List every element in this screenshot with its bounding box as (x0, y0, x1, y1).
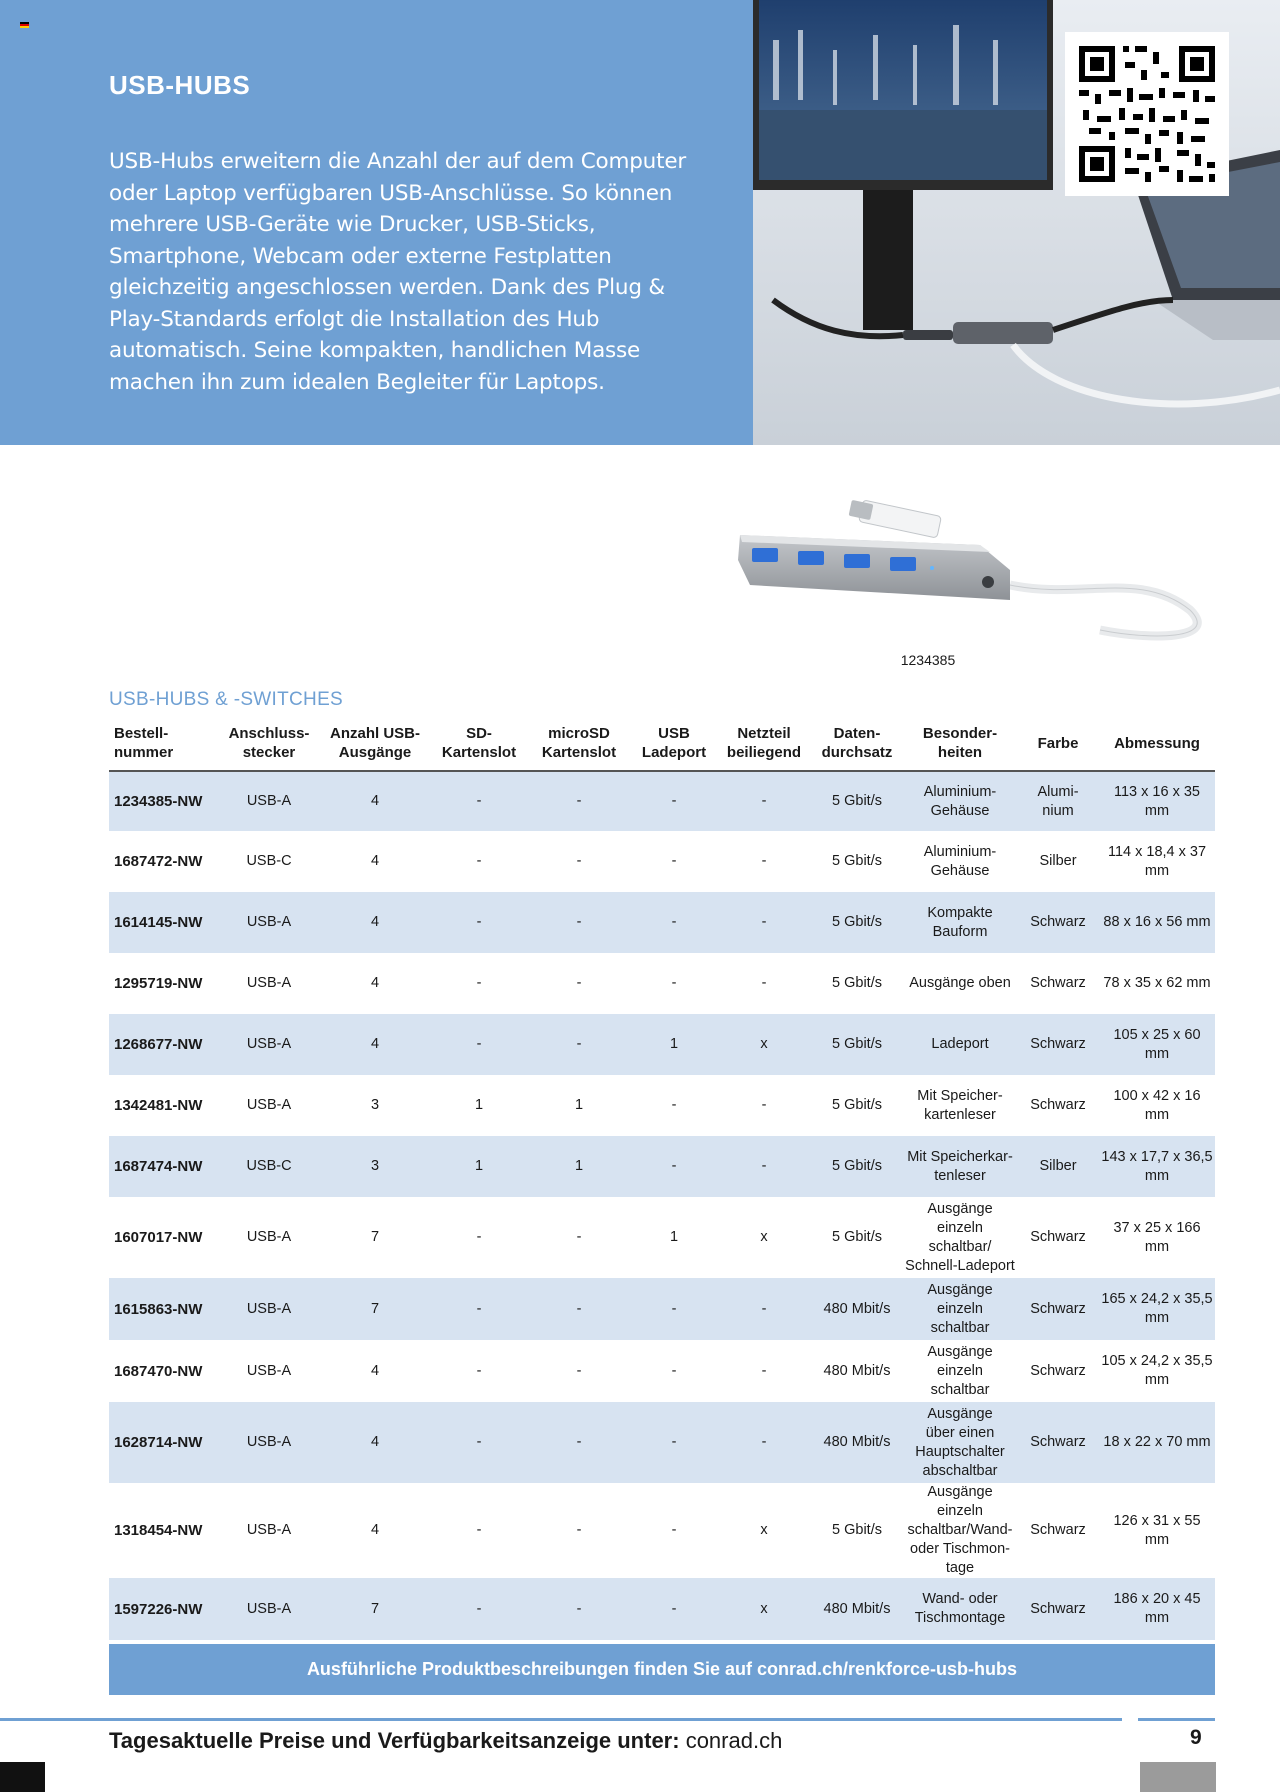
table-cell: Aluminium- Gehäuse (903, 771, 1017, 831)
table-cell: 5 Gbit/s (811, 1014, 903, 1075)
table-cell: - (576, 1229, 582, 1245)
table-cell: 1 (527, 1136, 631, 1197)
table-cell: - (717, 1136, 811, 1197)
table-cell: - (717, 1402, 811, 1483)
table-cell: - (527, 771, 631, 831)
table-cell: - (761, 1362, 767, 1379)
table-cell: Silber (1017, 1136, 1099, 1197)
table-cell: - (527, 1014, 631, 1075)
table-cell: 4 (319, 1402, 431, 1483)
table-cell: Schwarz (1017, 1014, 1099, 1075)
table-cell: 4 (370, 853, 380, 869)
table-row (109, 1136, 1215, 1197)
table-cell: Silber (1039, 853, 1077, 869)
table-cell: - (431, 892, 527, 953)
column-header-line: Besonder- (922, 725, 998, 742)
table-cell: 37 x 25 x 166 mm (1113, 1219, 1201, 1255)
table-cell: 100 x 42 x 16 mm (1113, 1087, 1201, 1123)
table-cell: x (717, 1578, 811, 1640)
product-info-link[interactable]: Ausführliche Produktbeschreibungen finden Sie auf conrad.ch/renkforce-usb-hubs (109, 1644, 1215, 1695)
table-cell: Schwarz (1030, 1362, 1086, 1379)
column-header-line: Anschluss- (228, 725, 310, 742)
table-cell: - (671, 853, 677, 869)
table-cell: 1 (669, 1229, 679, 1245)
table-cell: 105 x 24,2 x 35,5 mm (1101, 1353, 1213, 1388)
table-cell: 3 (370, 1097, 380, 1113)
table-cell: - (631, 892, 717, 953)
table-cell: 113 x 16 x 35 mm (1099, 771, 1215, 831)
table-cell: USB-A (219, 1278, 319, 1340)
table-cell: 5 Gbit/s (811, 1136, 903, 1197)
table-cell: 165 x 24,2 x 35,5 mm (1099, 1278, 1215, 1340)
table-cell: 4 (370, 1362, 380, 1379)
table-cell: 1 (631, 1014, 717, 1075)
hero-banner (0, 0, 753, 445)
table-cell: - (671, 1522, 677, 1538)
table-cell: Ladeport (903, 1014, 1017, 1075)
table-cell: 1 (474, 1097, 484, 1113)
table-cell: USB-A (246, 1229, 292, 1245)
table-cell: - (431, 1014, 527, 1075)
table-cell: Schwarz (1030, 975, 1086, 991)
column-header-line: Kartenslot (441, 744, 517, 761)
table-cell: - (476, 1229, 482, 1245)
table-cell: Schwarz (1017, 1278, 1099, 1340)
column-header-line: Ausgänge (338, 744, 412, 761)
table-row (109, 1340, 1215, 1402)
table-cell: 5 Gbit/s (811, 771, 903, 831)
column-header-line: Kartenslot (541, 744, 617, 761)
table-cell: 4 (370, 975, 380, 991)
column-header-line: Bestell- (114, 725, 169, 742)
table-cell: 5 Gbit/s (811, 892, 903, 953)
column-header-line: beiliegend (726, 744, 802, 761)
column-header-line: nummer (114, 744, 174, 761)
table-cell: - (671, 1097, 677, 1113)
qr-code[interactable] (1065, 32, 1229, 196)
table-cell: Alumi- nium (1017, 771, 1099, 831)
column-header-line: Ladeport (641, 744, 707, 761)
order-number: 1614145-NW (109, 892, 219, 953)
column-header-line: microSD (548, 725, 610, 742)
table-cell: 5 Gbit/s (832, 1522, 882, 1538)
table-cell: Schwarz (1017, 892, 1099, 953)
column-header (527, 716, 631, 771)
table-cell: - (431, 1578, 527, 1640)
column-header-line: durchsatz (821, 744, 893, 761)
page-title: USB-HUBS (109, 70, 251, 100)
table-cell: 480 Mbit/s (811, 1402, 903, 1483)
order-number: 1687472-NW (114, 853, 203, 870)
table-cell: 3 (319, 1136, 431, 1197)
order-number: 1628714-NW (109, 1402, 219, 1483)
table-cell: - (431, 1402, 527, 1483)
table-cell: 78 x 35 x 62 mm (1103, 975, 1211, 991)
table-cell: - (476, 853, 482, 869)
table-cell: - (431, 1278, 527, 1340)
table-cell: - (671, 975, 677, 991)
column-header (431, 716, 527, 771)
table-cell: 126 x 31 x 55 mm (1113, 1512, 1201, 1548)
table-cell: x (717, 1014, 811, 1075)
table-cell: - (431, 771, 527, 831)
table-cell: 1 (574, 1097, 584, 1113)
table-cell: 4 (319, 1014, 431, 1075)
table-cell: - (631, 1136, 717, 1197)
table-cell: - (576, 975, 582, 991)
table-cell: Schwarz (1030, 1522, 1086, 1538)
table-row (109, 1578, 1215, 1640)
product-caption: 1234385 (900, 652, 956, 668)
table-cell: 7 (319, 1278, 431, 1340)
column-header (903, 716, 1017, 771)
table-cell: Schwarz (1017, 1578, 1099, 1640)
table-cell: - (527, 1402, 631, 1483)
table-cell: Schwarz (1017, 1402, 1099, 1483)
footer-rule (0, 1718, 1122, 1721)
column-header-line: Abmessung (1114, 734, 1200, 752)
footer-text (109, 1728, 782, 1754)
table-cell: USB-A (246, 1522, 292, 1538)
table-cell: Mit Speicher- kartenleser (917, 1087, 1003, 1123)
table-cell: - (717, 892, 811, 953)
table-cell: 480 Mbit/s (811, 1278, 903, 1340)
column-header (631, 716, 717, 771)
table-cell: USB-A (219, 1014, 319, 1075)
order-number: 1234385-NW (109, 771, 219, 831)
column-header (319, 716, 431, 771)
table-cell: Wand- oder Tischmontage (903, 1578, 1017, 1640)
column-header-line: Daten- (833, 725, 881, 742)
table-cell: - (671, 1362, 677, 1379)
table-cell: x (760, 1522, 768, 1538)
column-header (219, 716, 319, 771)
table-header-row (109, 716, 1215, 771)
table-cell: Ausgänge einzeln schaltbar/Wand- oder Tischmon- tage (907, 1484, 1013, 1576)
table-cell: USB-A (219, 1578, 319, 1640)
table-cell: Mit Speicherkar- tenleser (903, 1136, 1017, 1197)
table-cell: 7 (370, 1229, 380, 1245)
column-header (109, 716, 219, 771)
table-cell: x (760, 1229, 768, 1245)
table-cell: USB-A (219, 771, 319, 831)
table-cell: USB-A (246, 1362, 292, 1379)
table-row (109, 1483, 1215, 1578)
table-row (109, 1278, 1215, 1340)
footer-rule-right (1138, 1718, 1215, 1721)
table-cell: 105 x 25 x 60 mm (1099, 1014, 1215, 1075)
table-cell: - (476, 975, 482, 991)
table-cell: 143 x 17,7 x 36,5 mm (1099, 1136, 1215, 1197)
table-cell: 5 Gbit/s (832, 1097, 882, 1113)
column-header-line: heiten (937, 744, 983, 761)
product-table (109, 716, 1215, 1640)
table-cell: USB-A (219, 1402, 319, 1483)
column-header (811, 716, 903, 771)
table-row (109, 892, 1215, 953)
table-cell: 1 (431, 1136, 527, 1197)
intro-text: USB-Hubs erweitern die Anzahl der auf dem Computer oder Laptop verfügbaren USB-Anschlüsse. So können mehrere USB-Geräte wie Drucker, USB-Sticks, Smartphone, Webcam oder externe Festplatten gleichzeitig angeschlossen werden. Dank des Plug & Play-Standards erfolgt die Installation des Hub automatisch. Seine kompakten, handlichen Masse machen ihn zum idealen Begleiter für Laptops. (109, 149, 686, 395)
table-cell: 4 (319, 892, 431, 953)
column-header (1017, 716, 1099, 771)
table-cell: Ausgänge einzeln schaltbar (903, 1278, 1017, 1340)
corner-tab (1140, 1762, 1216, 1792)
table-cell: - (576, 1522, 582, 1538)
table-cell: 186 x 20 x 45 mm (1099, 1578, 1215, 1640)
table-cell: 4 (370, 1522, 380, 1538)
column-header (1099, 716, 1215, 771)
table-cell: - (717, 1278, 811, 1340)
table-cell: - (761, 853, 767, 869)
column-header-line: USB (658, 725, 690, 742)
column-header-line: Netzteil (737, 725, 791, 742)
order-number: 1295719-NW (114, 975, 203, 992)
table-cell: 5 Gbit/s (832, 853, 882, 869)
table-cell: - (631, 771, 717, 831)
table-cell: - (631, 1278, 717, 1340)
corner-marker (0, 1762, 45, 1792)
column-header-line: stecker (242, 744, 296, 761)
section-title: USB-HUBS & -SWITCHES (109, 689, 344, 710)
table-cell: USB-A (246, 1097, 292, 1113)
table-cell: - (527, 892, 631, 953)
column-header-line: Farbe (1037, 734, 1079, 752)
table-row (109, 1197, 1215, 1278)
page-number: 9 (1190, 1726, 1202, 1749)
table-cell: 114 x 18,4 x 37 mm (1107, 843, 1207, 879)
order-number: 1607017-NW (114, 1229, 203, 1246)
table-cell: - (476, 1362, 482, 1379)
table-cell: Ausgänge oben (909, 975, 1011, 991)
table-cell: USB-A (219, 892, 319, 953)
footer-label: Tagesaktuelle Preise und Verfügbarkeitsanzeige unter: (109, 1728, 680, 1753)
table-row (109, 1402, 1215, 1483)
table-cell: - (527, 1278, 631, 1340)
order-number: 1268677-NW (109, 1014, 219, 1075)
table-cell: - (476, 1522, 482, 1538)
column-header-line: SD- (466, 725, 492, 742)
table-cell: 480 Mbit/s (811, 1578, 903, 1640)
table-row (109, 953, 1215, 1014)
order-number: 1342481-NW (114, 1097, 203, 1114)
table-cell: 5 Gbit/s (832, 975, 882, 991)
table-cell: Aluminium- Gehäuse (923, 843, 997, 879)
table-row (109, 1075, 1215, 1136)
table-cell: 5 Gbit/s (832, 1229, 882, 1245)
table-cell: - (576, 853, 582, 869)
order-number: 1687470-NW (114, 1362, 203, 1380)
table-cell: Ausgänge über einen Hauptschalter abschaltbar (903, 1402, 1017, 1483)
table-cell: Kompakte Bauform (903, 892, 1017, 953)
order-number: 1687474-NW (109, 1136, 219, 1197)
table-cell: - (761, 975, 767, 991)
table-cell: 88 x 16 x 56 mm (1099, 892, 1215, 953)
table-cell: USB-C (219, 1136, 319, 1197)
table-cell: Ausgänge einzeln schaltbar/ Schnell-Ladeport (905, 1200, 1015, 1274)
table-cell: - (631, 1578, 717, 1640)
table-cell: Ausgänge einzeln schaltbar (927, 1343, 993, 1398)
table-cell: USB-C (246, 853, 292, 869)
order-number: 1597226-NW (109, 1578, 219, 1640)
table-cell: - (576, 1362, 582, 1379)
table-cell: - (527, 1578, 631, 1640)
table-cell: 7 (319, 1578, 431, 1640)
table-cell: 480 Mbit/s (823, 1362, 891, 1379)
table-cell: - (717, 771, 811, 831)
order-number: 1318454-NW (114, 1522, 203, 1539)
table-row (109, 1014, 1215, 1075)
table-cell: 4 (319, 771, 431, 831)
table-cell: - (631, 1402, 717, 1483)
table-row (109, 831, 1215, 892)
table-row (109, 771, 1215, 831)
table-cell: Schwarz (1030, 1229, 1086, 1245)
flag-icon (20, 22, 29, 28)
footer-url[interactable]: conrad.ch (685, 1728, 783, 1753)
usb-hub-product-image (720, 490, 1220, 665)
column-header-line: Anzahl USB- (330, 725, 420, 742)
order-number: 1615863-NW (109, 1278, 219, 1340)
column-header (717, 716, 811, 771)
table-cell: - (761, 1097, 767, 1113)
table-cell: USB-A (246, 975, 292, 991)
table-cell: 18 x 22 x 70 mm (1099, 1402, 1215, 1483)
table-cell: Schwarz (1030, 1097, 1086, 1113)
